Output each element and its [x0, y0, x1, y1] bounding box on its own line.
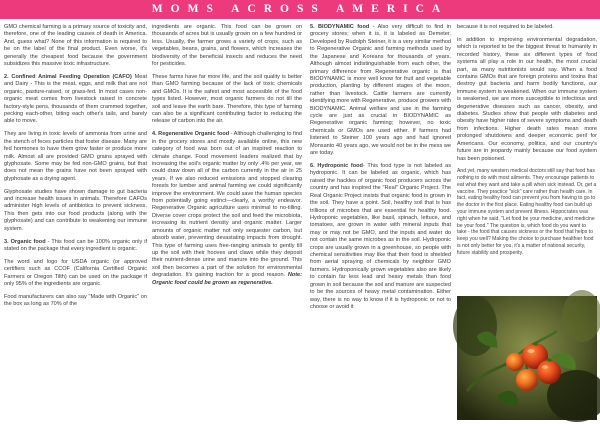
article-column-2	[152, 24, 302, 420]
paragraph-small: And yet, many western medical doctors still say that food has nothing to do with most ailments. They encourage patients to eat what they want and take a pill when sick instead. Or, get a vaccine. They practice "sick" care rather than health care. In fact, eating healthy food can prevent you from having to go to the doctor in the first place. Eating healthy food can build up your immune system and prevent illness. Hippocrates was right when he said, "Let food be your medicine, and medicine be your food." The question is, which food do you want to take - the food that causes sickness or the food that helps to keep you well? Making the choice to purchase healthier food is not only better for you, it's a matter of national security, future stability and prosperity.	[457, 168, 597, 256]
article-column-1	[4, 24, 147, 420]
paragraph: because it is not required to be labeled.	[457, 24, 554, 30]
section-heading-regenerative: 4. Regenerative Organic food	[152, 131, 230, 138]
paragraph: The word and logo for USDA organic (or approved certifiers such as CCOF (California Certified Organic Farmers or Oregon Tilth) can be used on the package if only 95% of the ingredients are organic.	[4, 258, 147, 288]
article-column-4	[457, 24, 597, 256]
masthead-banner	[0, 0, 600, 19]
paragraph: In addition to improving environmental degradation, which is reported to be the biggest threat to humanity in recorded history, these six different types of food systems all play a role in our health, the most crucial part, as many nutritionists would say. When a food contains GMOs that are foreign proteins and toxins that destroy gut bacteria and harm bodily functions, our immune system is weakened. When our immune system is weakened, we are more susceptible to infectious and degenerative diseases such as cancer, obesity, and diabetes. Studies show that people with diabetes and obesity have higher rates of severe symptoms and death from infections. Higher death rates mean more prolonged shutdowns and deeper economic peril for Americans. Our economy, politics, and our country's future are in jeopardy mainly because our food system has been poisoned.	[457, 36, 597, 162]
tomato-plant-photo	[457, 296, 597, 420]
tomato-plant-illustration	[457, 296, 597, 420]
paragraph: GMO chemical farming is a primary source of toxicity and, therefore, one of the leading causes of death in America. And, guess what? None of this information is required to be on the label of the final product. Even worse, it's generally the cheapest food because the government subsidizes this massive toxic infrastructure.	[4, 24, 147, 68]
section-body: Meat and Dairy - This is the meat, eggs, and milk that are not organic, pasture-raised, or grass-fed. In most cases non-organic meat comes from livestock raised in concrete factory-style pens, thousands of them crammed together, pecking each-other, biting each other's tails, and barely able to move.	[4, 73, 147, 125]
article-column-3	[310, 24, 451, 420]
section-heading-organic: 3. Organic food	[4, 238, 46, 245]
paragraph	[152, 131, 302, 287]
paragraph: These farms have far more life, and the soil quality is better than GMO farming because of the lack of toxic chemicals and GMOs. It is the safest and most accessible of the food types listed. However, most organic farmers do not till the soil and leave the earth bare. Therefore, this type of farming can also be a significant contributing factor to reducing the release of carbon into the air.	[152, 73, 302, 125]
section-body: - This food can be 100% organic only if stated on the package that every ingredient is organic.	[4, 238, 147, 252]
paragraph: They are living in toxic levels of ammonia from urine and the stench of feces particles that foster disease. Many are fed hormones to have them grow faster or produce more milk. Almost all are provided GMO grains sprayed with glyphosate. Some may be fed non-GMO grains, but that does not mean the grains have not been sprayed with glyphosate as a drying agent.	[4, 131, 147, 182]
section-heading-biodynamic: 5. BIODYNAMIC food	[310, 24, 370, 30]
regenerative-note: Note: Organic food could be grown as regenerative.	[152, 272, 302, 286]
section-body: - Also very difficult to find in grocery stores; when it is, it is labeled as Demeter. Developed by Rudolph Steiner, it is a very similar method to Regenerative Organic and farming methods used by the Japanese and Koreans for thousands of years. Although almost indistinguishable from each other, the primary difference from Regenerative organic is that BIODYNAMIC is more well know for fruit and vegetable production, planting by different stages of the moon, rather than livestock. Cattle farmers are currently identifying more with Regenerative, produce growers with BIODYNAMIC. Animal welfare and use in the farming cycle are just as crucial in BIODYNAMIC as Regenerative organic farming; however, no toxic chemicals or GMOs are used either. If farmers had listened to Steiner 100 years ago and had ignored Monsanto 40 years ago, we would not be in the mess we are today.	[310, 24, 451, 157]
section-body: - Although challenging to find in the grocery stores and mostly available online, this new category of food was born out of an inspired reaction to climate change. Food movement leaders realized that by increasing the soil's organic matter by only .4% per year, we could draw down all of the carbon currently in the air in 25 years. If we also reduced emissions and stopped clearing forests for lumber and animal farming we could significantly improve the environment. We could save the human species from potentially going extinct—clearly, a worthy endeavor. Regenerative Organic agriculture uses minimal to no-tilling. Diverse cover crops protect the soil and feed the microbiota, increasing its nutrient density and organic matter. Larger amounts of organic matter not only sequester carbon, but absorb water, preventing devastating impacts from drought. This type of farming uses free-ranging animals to gently till up the soil with their hooves and claws while they deposit their nutrient-dense urine and manure into the ground. This soil then becomes a part of the solution for environmental degradation. It's gaining traction for a good reason.	[152, 131, 303, 279]
paragraph	[310, 163, 451, 311]
section-heading-hydroponic: 6. Hydroponic food	[310, 162, 363, 169]
section-body: - This food type is not labeled as hydroponic. It can be labeled as organic, which has raised the hackles of organic food producers across the country and has inspired the "Real" Organic Project. The Real Organic Project insists that organic food is grown in the soil. They have a point. Soil, healthy soil that is has trillions of microbes that are essential for healthy food. Hydroponic vegetables, like basil, spinach, lettuce, and tomatoes, are grown in water with mineral inputs that may or may not be GMO, and the inputs and water do not contain the same microbes as in the soil. Hydroponic crops are usually grown in a greenhouse, so people with chemical sensitivities may like that their food is shielded from aerial spraying of chemicals by neighbor GMO farmers. Hydroponically grown vegetables also are likely to contain far less lead and heavy metals than food grown in soil because the soil and manure are suspected to be the sources of heavy metal contamination. Either way, there is no way to know if it is hydroponic or not to choose or avoid it	[310, 162, 451, 310]
masthead-title: MOMS ACROSS AMERICA	[151, 3, 449, 15]
paragraph: ingredients are organic. This food can be grown on thousands of acres but is usually grown on a few hundred or less. Usually, the farmer grows a variety of crops, such as vegetables, beans, grains, and flowers, which increases the biodiversity of the beneficial insects and reduces the need for pesticides.	[152, 24, 302, 68]
paragraph	[4, 74, 147, 126]
paragraph: Food manufacturers can also say "Made with Organic" on the box as long as 70% of the	[4, 293, 147, 308]
section-heading-cafo: 2. Confined Animal Feeding Operation (CAFO)	[4, 73, 132, 80]
paragraph: Glyphosate studies have shown damage to gut bacteria and increase health issues in animals. Therefore CAFOs administer high levels of antibiotics to prevent sickness. This then gets into our food products (along with the glyphosate) and can contribute to weakening our immune system.	[4, 188, 147, 232]
paragraph	[310, 24, 451, 158]
paragraph	[4, 239, 147, 254]
